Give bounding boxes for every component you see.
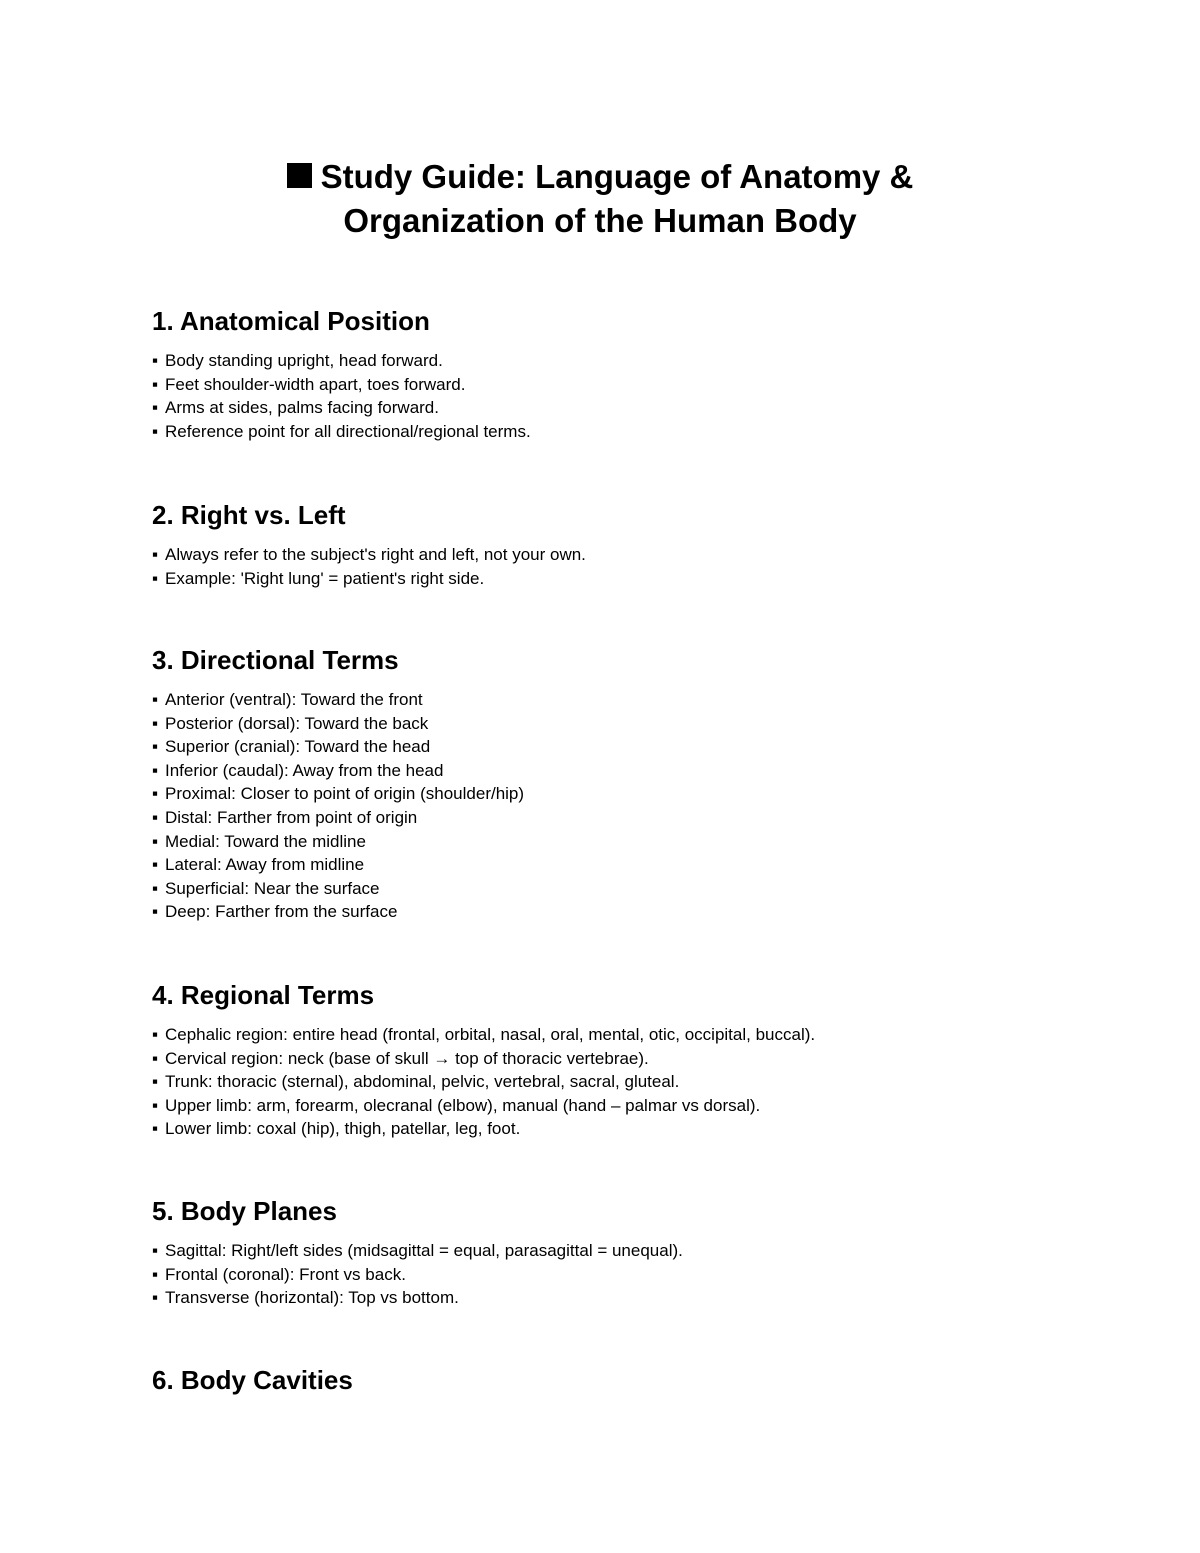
list-item: ▪ Always refer to the subject's right and left, not your own. [152,543,1052,567]
bullet-icon: ▪ [152,713,159,733]
bullet-icon: ▪ [152,398,159,418]
section-regional-terms [152,979,1052,1141]
list-item: ▪ Trunk: thoracic (sternal), abdominal, pelvic, vertebral, sacral, gluteal. [152,1070,1052,1094]
bullet-icon: ▪ [152,545,159,564]
square-bullet-icon [287,163,312,188]
bullet-icon: ▪ [152,568,159,588]
list-item: ▪ Cervical region: neck (base of skull → top of thoracic vertebrae). [152,1047,1052,1071]
bullet-list [152,1239,1052,1310]
list-item: ▪ Frontal (coronal): Front vs back. [152,1263,1052,1287]
title-line-1 [0,155,1200,199]
bullet-icon: ▪ [152,421,159,441]
list-item: ▪ Superior (cranial): Toward the head [152,735,1052,759]
list-item: ▪ Transverse (horizontal): Top vs bottom. [152,1286,1052,1310]
list-item: ▪ Distal: Farther from point of origin [152,806,1052,830]
section-directional-terms [152,644,1052,924]
section-heading: 3. Directional Terms [152,645,399,675]
bullet-icon: ▪ [152,831,159,851]
bullet-icon: ▪ [152,878,159,898]
list-item: ▪ Cephalic region: entire head (frontal, orbital, nasal, oral, mental, otic, occipital, buccal). [152,1023,1052,1047]
bullet-icon: ▪ [152,1072,159,1092]
section-body-cavities [152,1364,1052,1408]
section-heading: 2. Right vs. Left [152,500,346,530]
list-item: ▪ Upper limb: arm, forearm, olecranal (elbow), manual (hand – palmar vs dorsal). [152,1094,1052,1118]
bullet-icon: ▪ [152,1025,159,1044]
bullet-icon: ▪ [152,690,159,709]
bullet-icon: ▪ [152,902,159,922]
list-item: ▪ Example: 'Right lung' = patient's right side. [152,567,1052,591]
title-line-2: Organization of the Human Body [343,202,857,239]
list-item: ▪ Sagittal: Right/left sides (midsagittal = equal, parasagittal = unequal). [152,1239,1052,1263]
list-item: ▪ Anterior (ventral): Toward the front [152,688,1052,712]
bullet-icon: ▪ [152,807,159,827]
bullet-icon: ▪ [152,784,159,804]
bullet-icon: ▪ [152,760,159,780]
section-anatomical-position [152,305,1052,443]
list-item: ▪ Superficial: Near the surface [152,877,1052,901]
list-item: ▪ Reference point for all directional/regional terms. [152,420,1052,444]
bullet-icon: ▪ [152,737,159,757]
list-item: ▪ Lower limb: coxal (hip), thigh, patellar, leg, foot. [152,1117,1052,1141]
section-heading: 5. Body Planes [152,1196,337,1226]
bullet-list [152,1023,1052,1141]
bullet-icon: ▪ [152,374,159,394]
bullet-icon: ▪ [152,1048,159,1068]
bullet-icon: ▪ [152,1264,159,1284]
section-body-planes [152,1195,1052,1310]
bullet-icon: ▪ [152,1095,159,1115]
list-item: ▪ Posterior (dorsal): Toward the back [152,712,1052,736]
bullet-icon: ▪ [152,855,159,875]
section-heading: 6. Body Cavities [152,1365,353,1395]
bullet-icon: ▪ [152,351,159,370]
list-item: ▪ Body standing upright, head forward. [152,349,1052,373]
bullet-icon: ▪ [152,1288,159,1308]
title-text-line-1: Study Guide: Language of Anatomy & [320,158,914,195]
list-item: ▪ Inferior (caudal): Away from the head [152,759,1052,783]
list-item: ▪ Feet shoulder-width apart, toes forward. [152,373,1052,397]
bullet-list [152,543,1052,590]
bullet-list [152,688,1052,924]
bullet-icon: ▪ [152,1119,159,1139]
section-right-vs-left [152,499,1052,590]
list-item: ▪ Medial: Toward the midline [152,830,1052,854]
bullet-icon: ▪ [152,1241,159,1260]
section-heading: 4. Regional Terms [152,980,375,1010]
section-heading: 1. Anatomical Position [152,306,430,336]
page-title [0,155,1200,243]
list-item: ▪ Arms at sides, palms facing forward. [152,396,1052,420]
list-item: ▪ Deep: Farther from the surface [152,900,1052,924]
bullet-list [152,349,1052,443]
list-item: ▪ Lateral: Away from midline [152,853,1052,877]
list-item: ▪ Proximal: Closer to point of origin (shoulder/hip) [152,782,1052,806]
